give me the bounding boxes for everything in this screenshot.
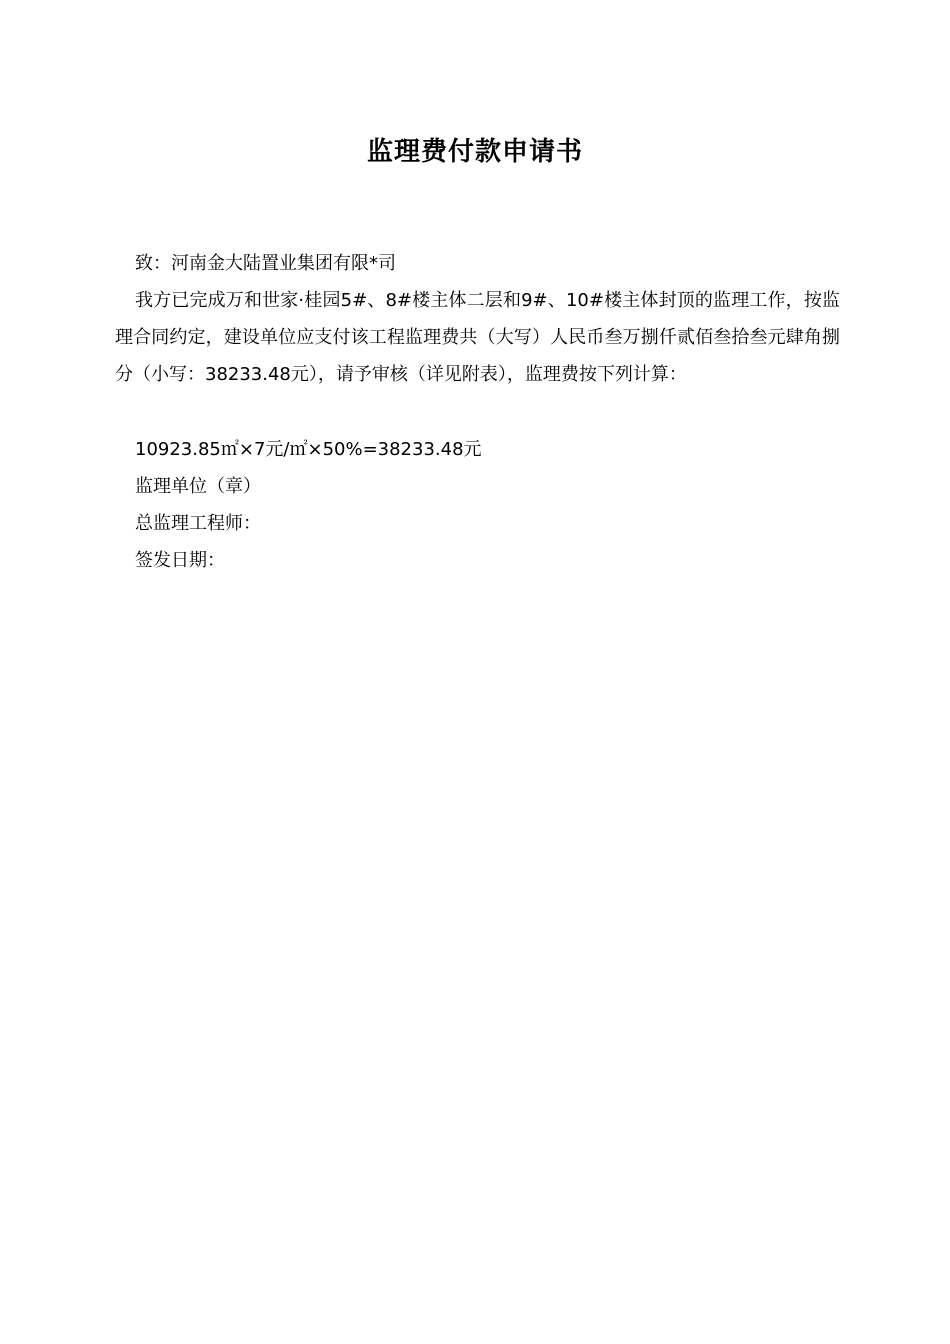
supervision-unit-label: 监理单位（章） (135, 476, 261, 497)
document-title: 监理费付款申请书 (366, 137, 583, 167)
fee-calculation: 10923.85㎡×7元/㎡×50%=38233.48元 (135, 439, 482, 460)
application-paragraph: 我方已完成万和世家·桂园5#、8#楼主体二层和9#、10#楼主体封顶的监理工作，按监理合同约定，建设单位应支付该工程监理费共（大写）人民币叁万捌仟贰佰叁拾叁元肆角捌分（小写：38233.48元），请予审核（详见附表），监理费按下列计算： (115, 290, 840, 385)
chief-engineer-label: 总监理工程师： (135, 513, 261, 534)
issue-date-label: 签发日期： (135, 550, 225, 571)
addressee-line: 致：河南金大陆置业集团有限*司 (135, 253, 396, 274)
